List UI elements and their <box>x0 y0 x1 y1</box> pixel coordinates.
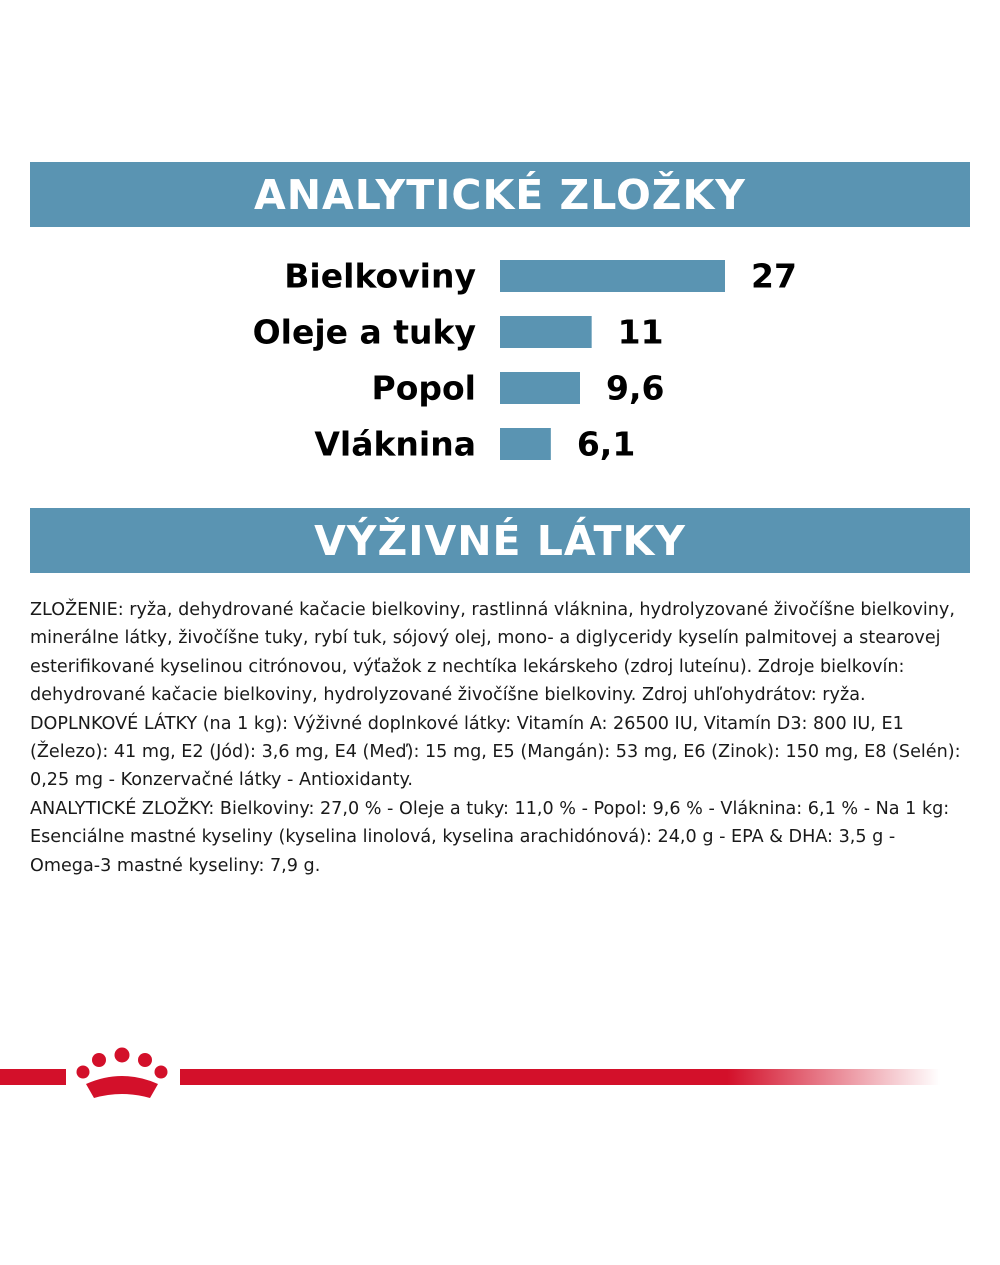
value-label: 27 <box>751 256 797 296</box>
category-label: Oleje a tuky <box>252 312 476 352</box>
value-label: 11 <box>617 312 664 352</box>
brand-line-left <box>0 1069 66 1085</box>
bar <box>500 316 592 348</box>
bar <box>500 428 551 460</box>
value-label: 6,1 <box>576 424 636 464</box>
bar <box>500 260 725 292</box>
category-label: Popol <box>371 368 476 408</box>
category-label: Vláknina <box>314 424 476 464</box>
section-title: VÝŽIVNÉ LÁTKY <box>314 516 686 565</box>
bar <box>500 372 580 404</box>
composition-paragraph: ZLOŽENIE: ryža, dehydrované kačacie bielkoviny, rastlinná vláknina, hydrolyzované živočíšne bielkoviny, minerálne látky, živočíšne tuky, rybí tuk, sójový olej, mono- a diglyceridy kyselín palmitovej a stearovej esterifikované kyselinou citrónovou, výťažok z nechtíka lekárskeho (zdroj luteínu). Zdroje bielkovín: dehydrované kačacie bielkoviny, hydrolyzované živočíšne bielkoviny. Zdroj uhľohydrátov: ryža. <box>30 600 955 706</box>
brand-band <box>0 1038 1000 1108</box>
section-title: ANALYTICKÉ ZLOŽKY <box>253 170 746 219</box>
analytic-bar-chart <box>0 240 1000 480</box>
brand-line-right <box>180 1069 940 1085</box>
value-label: 9,6 <box>606 368 665 408</box>
additives-paragraph: DOPLNKOVÉ LÁTKY (na 1 kg): Výživné doplnkové látky: Vitamín A: 26500 IU, Vitamín D3: 800 IU, E1 (Železo): 41 mg, E2 (Jód): 3,6 mg, E4 (Meď): 15 mg, E5 (Mangán): 53 mg, E6 (Zinok): 150 mg, E8 (Selén): 0,25 mg - Konzervačné látky - Antioxidanty. <box>30 713 961 791</box>
crown-icon <box>77 1048 168 1099</box>
section-header-analytic <box>30 162 970 227</box>
category-label: Bielkoviny <box>284 256 476 296</box>
section-header-nutrients <box>30 508 970 573</box>
analytic-paragraph: ANALYTICKÉ ZLOŽKY: Bielkoviny: 27,0 % - Oleje a tuky: 11,0 % - Popol: 9,6 % - Vláknina: 6,1 % - Na 1 kg: Esenciálne mastné kyseliny (kyselina linolová, kyselina arachidónová): 24,0 g - EPA & DHA: 3,5 g - Omega-3 mastné kyseliny: 7,9 g. <box>30 798 950 876</box>
composition-text <box>30 596 970 880</box>
